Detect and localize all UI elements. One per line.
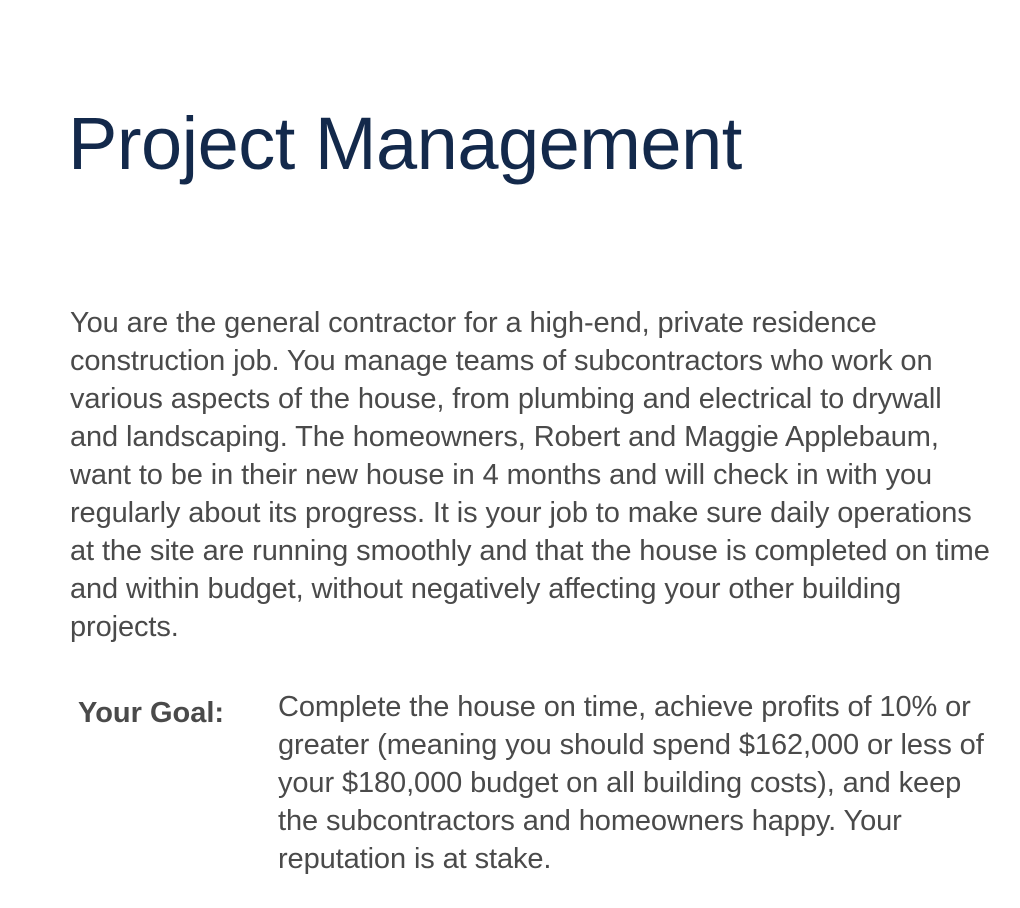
goal-section bbox=[78, 688, 998, 878]
scenario-intro-text: You are the general contractor for a high-end, private residence construction job. You manage teams of subcontractors who work on various aspects of the house, from plumbing and electrical to drywall and landscaping. The homeowners, Robert and Maggie Applebaum, want to be in their new house in 4 months and will check in with you regularly about its progress. It is your job to make sure daily operations at the site are running smoothly and that the house is completed on time and within budget, without negatively affecting your other building projects. bbox=[70, 307, 990, 643]
goal-label: Your Goal: bbox=[78, 697, 225, 729]
page-title: Project Management bbox=[68, 102, 742, 185]
goal-text: Complete the house on time, achieve profits of 10% or greater (meaning you should spend $162,000 or less of your $180,000 budget on all building costs), and keep the subcontractors and homeowners happy. Your reputation is at stake. bbox=[278, 691, 984, 875]
